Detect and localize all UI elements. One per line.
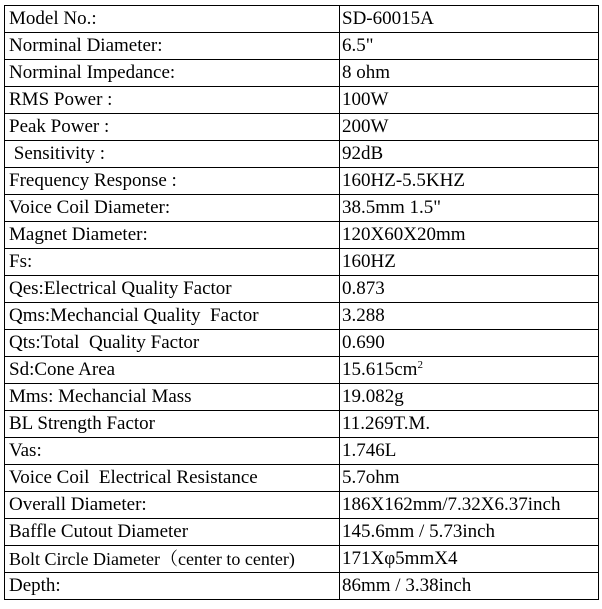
superscript: 2 <box>417 359 423 371</box>
spec-value: 1.746L <box>340 438 599 465</box>
spec-label: Qms:Mechancial Quality Factor <box>5 303 340 330</box>
spec-row-impedance <box>5 60 599 87</box>
spec-row-bl <box>5 411 599 438</box>
spec-label: Peak Power : <box>5 114 340 141</box>
spec-row-qts <box>5 330 599 357</box>
spec-value: SD-60015A <box>340 6 599 33</box>
spec-row-voice-coil-resistance <box>5 465 599 492</box>
spec-label: Model No.: <box>5 6 340 33</box>
spec-row-rms-power <box>5 87 599 114</box>
spec-row-qms <box>5 303 599 330</box>
spec-value: 0.690 <box>340 330 599 357</box>
spec-label: Magnet Diameter: <box>5 222 340 249</box>
spec-row-bolt-circle <box>5 546 599 573</box>
spec-label: Baffle Cutout Diameter <box>5 519 340 546</box>
spec-row-qes <box>5 276 599 303</box>
spec-row-cone-area <box>5 357 599 384</box>
spec-value: 120X60X20mm <box>340 222 599 249</box>
spec-value: 38.5mm 1.5" <box>340 195 599 222</box>
spec-row-baffle-cutout <box>5 519 599 546</box>
spec-label: Bolt Circle Diameter（center to center) <box>5 546 340 573</box>
spec-value: 8 ohm <box>340 60 599 87</box>
spec-label: Sensitivity : <box>5 141 340 168</box>
spec-row-sensitivity <box>5 141 599 168</box>
spec-value: 0.873 <box>340 276 599 303</box>
spec-row-diameter <box>5 33 599 60</box>
spec-label: Frequency Response : <box>5 168 340 195</box>
spec-label: Qts:Total Quality Factor <box>5 330 340 357</box>
spec-label: Depth: <box>5 573 340 600</box>
spec-label: RMS Power : <box>5 87 340 114</box>
spec-value: 186X162mm/7.32X6.37inch <box>340 492 599 519</box>
spec-value: 160HZ <box>340 249 599 276</box>
spec-label: Sd:Cone Area <box>5 357 340 384</box>
spec-label: BL Strength Factor <box>5 411 340 438</box>
spec-row-peak-power <box>5 114 599 141</box>
spec-value: 11.269T.M. <box>340 411 599 438</box>
spec-row-overall-diameter <box>5 492 599 519</box>
spec-row-magnet-diameter <box>5 222 599 249</box>
spec-table <box>4 5 599 600</box>
spec-label: Voice Coil Diameter: <box>5 195 340 222</box>
spec-value: 160HZ-5.5KHZ <box>340 168 599 195</box>
spec-row-frequency-response <box>5 168 599 195</box>
spec-value: 171Xφ5mmX4 <box>340 546 599 573</box>
spec-value: 19.082g <box>340 384 599 411</box>
spec-value: 200W <box>340 114 599 141</box>
spec-value: 86mm / 3.38inch <box>340 573 599 600</box>
spec-value: 6.5" <box>340 33 599 60</box>
spec-value: 100W <box>340 87 599 114</box>
spec-value: 15.615cm <box>342 359 418 380</box>
spec-row-mms <box>5 384 599 411</box>
spec-value: 145.6mm / 5.73inch <box>340 519 599 546</box>
spec-label: Vas: <box>5 438 340 465</box>
spec-row-depth <box>5 573 599 600</box>
spec-label: Fs: <box>5 249 340 276</box>
spec-value: 5.7ohm <box>340 465 599 492</box>
spec-label: Overall Diameter: <box>5 492 340 519</box>
spec-label: Qes:Electrical Quality Factor <box>5 276 340 303</box>
spec-label: Norminal Impedance: <box>5 60 340 87</box>
spec-label: Norminal Diameter: <box>5 33 340 60</box>
spec-value: 3.288 <box>340 303 599 330</box>
spec-label: Voice Coil Electrical Resistance <box>5 465 340 492</box>
spec-value-cell <box>340 357 599 384</box>
spec-label: Mms: Mechancial Mass <box>5 384 340 411</box>
spec-row-vas <box>5 438 599 465</box>
spec-value: 92dB <box>340 141 599 168</box>
spec-row-fs <box>5 249 599 276</box>
spec-row-model <box>5 6 599 33</box>
spec-row-voice-coil-diameter <box>5 195 599 222</box>
